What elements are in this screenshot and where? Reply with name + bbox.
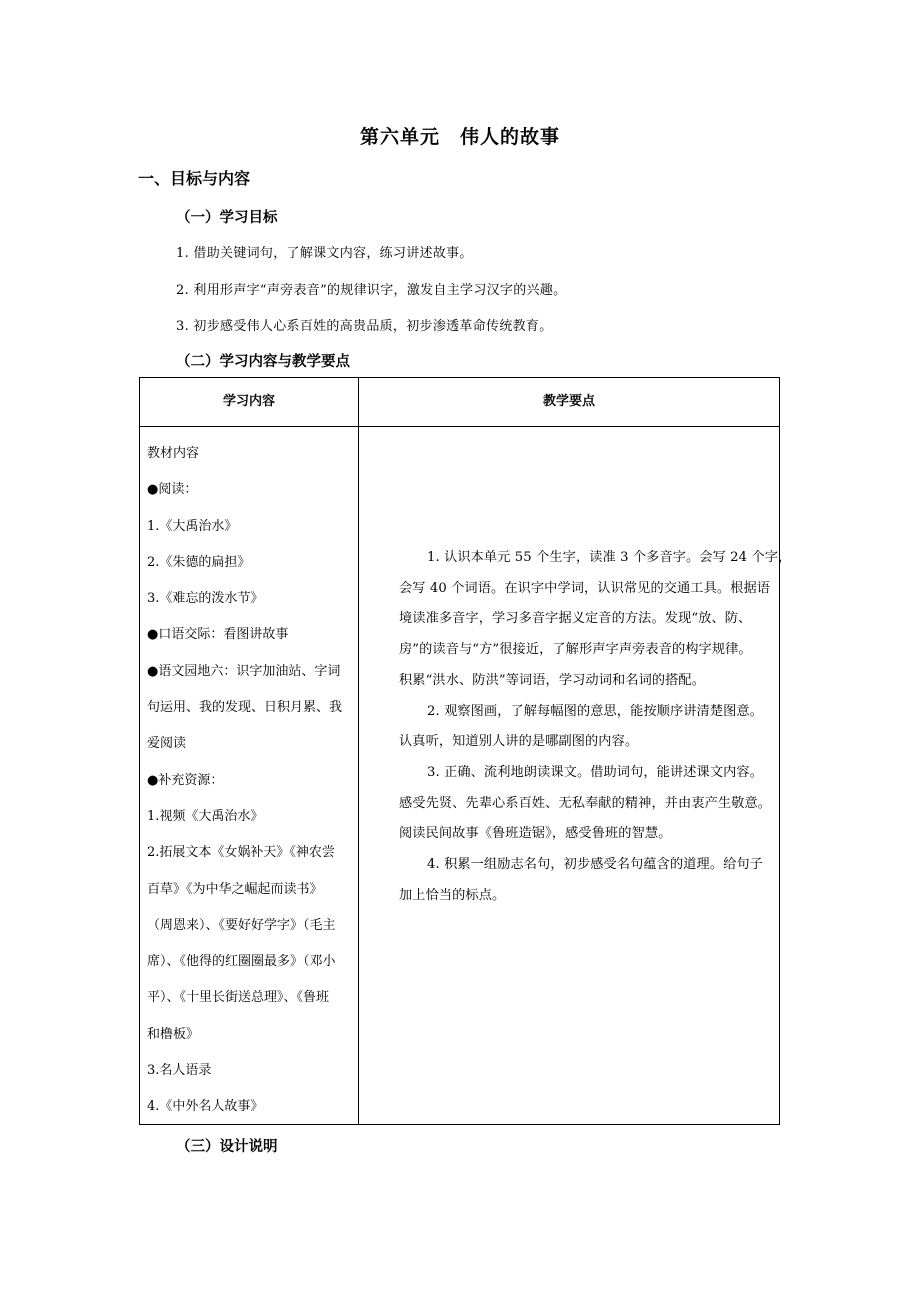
teaching-point-line: 阅读民间故事《鲁班造锯》，感受鲁班的智慧。 [399, 826, 672, 842]
teaching-point-line: 境读准多音字，学习多音字据义定音的方法。发现“放、防、 [399, 611, 752, 627]
content-line: 教材内容 [147, 446, 200, 461]
content-line: 4.《中外名人故事》 [147, 1099, 264, 1115]
learning-content-cell [147, 436, 357, 1126]
content-line: ●口语交际：看图讲故事 [147, 627, 289, 643]
teaching-point-line: 房”的读音与“方”很接近，了解形声字声旁表音的构字规律。 [399, 642, 752, 658]
table-column-divider [358, 378, 359, 1124]
teaching-point-line: 2. 观察图画，了解每幅图的意思，能按顺序讲清楚图意。 [427, 703, 763, 719]
content-line: 3.名人语录 [147, 1063, 212, 1079]
table-header-teaching-points: 教学要点 [542, 394, 595, 409]
content-line: 1.视频《大禹治水》 [147, 808, 264, 824]
content-line: 百草》《为中华之崛起而读书》 [147, 881, 323, 897]
teaching-point-line: 认真听，知道别人讲的是哪副图的内容。 [399, 734, 639, 750]
content-table [139, 377, 792, 1125]
section-heading-goals-content: 一、目标与内容 [138, 169, 251, 188]
content-line: ●语文园地六：识字加油站、字词 [147, 663, 341, 679]
goal-item-3: 3. 初步感受伟人心系百姓的高贵品质，初步渗透革命传统教育。 [176, 319, 553, 334]
content-line: 平）、《十里长街送总理》、《鲁班 [147, 990, 330, 1006]
table-header-divider [140, 426, 779, 427]
goal-item-1: 1. 借助关键词句，了解课文内容，练习讲述故事。 [176, 246, 473, 261]
content-line: 2.拓展文本《女娲补天》《神农尝 [147, 845, 335, 861]
subsection-heading-content-points: （二）学习内容与教学要点 [176, 354, 350, 370]
content-line: 和橹板》 [147, 1026, 200, 1042]
goal-item-2: 2. 利用形声字“声旁表音”的规律识字，激发自主学习汉字的兴趣。 [176, 283, 567, 298]
subsection-heading-design-notes: （三）设计说明 [176, 1139, 278, 1155]
teaching-point-line: 1. 认识本单元 55 个生字，读准 3 个多音字。会写 24 个字， [427, 550, 792, 565]
teaching-point-line: 加上恰当的标点。 [399, 887, 506, 903]
page-title: 第六单元 伟人的故事 [359, 126, 560, 148]
subsection-heading-learning-goals: （一）学习目标 [176, 210, 278, 226]
content-line: 2.《朱德的扁担》 [147, 554, 251, 570]
teaching-point-line: 会写 40 个词语。在识字中学词，认识常见的交通工具。根据语 [399, 580, 771, 596]
content-line: 3.《难忘的泼水节》 [147, 591, 264, 607]
content-line: 爱阅读 [147, 736, 187, 752]
teaching-point-line: 感受先贤、先辈心系百姓、无私奉献的精神，并由衷产生敬意。 [399, 795, 772, 811]
content-line: 席）、《他得的红圈圈最多》（邓小 [147, 954, 336, 970]
teaching-point-line: 4. 积累一组励志名句，初步感受名句蕴含的道理。给句子 [427, 857, 763, 873]
content-line: 1.《大禹治水》 [147, 518, 238, 534]
content-line: ●补充资源： [147, 772, 224, 788]
content-line: 句运用、我的发现、日积月累、我 [147, 700, 343, 716]
content-line: ●阅读： [147, 482, 198, 498]
teaching-point-line: 3. 正确、流利地朗读课文。借助词句，能讲述课文内容。 [427, 764, 763, 780]
table-header-learning-content: 学习内容 [222, 394, 275, 409]
content-line: （周恩来）、《要好好学字》（毛主 [147, 917, 336, 933]
teaching-points-cell [399, 543, 792, 911]
teaching-point-line: 积累“洪水、防洪”等词语，学习动词和名词的搭配。 [399, 672, 706, 688]
